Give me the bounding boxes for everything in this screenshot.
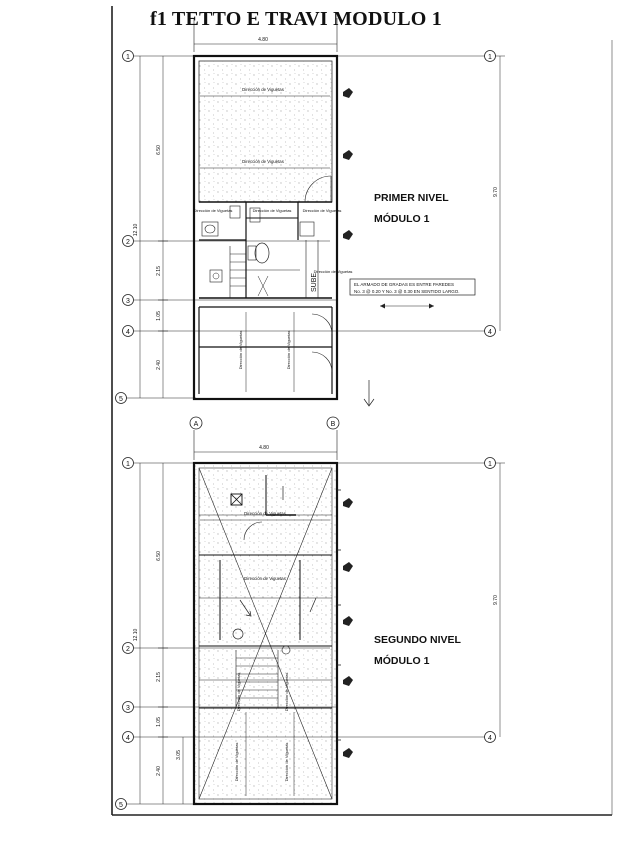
- axis-bubble-4-right: [485, 732, 496, 743]
- plan1-joist-label: Dirección de Viguetas: [286, 330, 291, 370]
- plan1-joist-label: Dirección de Viguetas: [242, 87, 284, 92]
- axis-bubble-1: [123, 51, 134, 62]
- svg-text:1: 1: [488, 54, 492, 61]
- plan1-joist-label: Dirección de Viguetas: [302, 208, 342, 213]
- plan1-note-line: No. 3 @ 0.20 Y No. 3 @ 0.30 EN SENTIDO LARGO.: [354, 289, 460, 294]
- plan2-dim-seg5: 3.05: [176, 750, 182, 760]
- svg-text:1: 1: [488, 461, 492, 468]
- plan1-wall-symbols: [343, 88, 353, 240]
- plan1-dim-seg4: 2.40: [156, 360, 162, 370]
- svg-text:3: 3: [126, 705, 130, 712]
- plan1-joist-label: Dirección de Viguetas: [242, 159, 284, 164]
- plan1-module-label: MÓDULO 1: [374, 213, 430, 225]
- plan1-joist-label: Dirección de Viguetas: [313, 269, 353, 274]
- plan2-dim-seg1: 6.50: [156, 551, 162, 561]
- svg-text:5: 5: [119, 396, 123, 403]
- plan1-joist-label: Dirección de Viguetas: [193, 208, 233, 213]
- plan1-right-dim: 9.70: [493, 187, 499, 197]
- axis-bubble-4: [123, 326, 134, 337]
- plan1-joist-label: Dirección de Viguetas: [238, 330, 243, 370]
- svg-text:3: 3: [126, 298, 130, 305]
- svg-text:1: 1: [126, 461, 130, 468]
- plan2-joist-label: Dirección de Viguetas: [244, 576, 286, 581]
- plan1-width-dim: 4.80: [258, 37, 268, 43]
- plan1-dim-seg3: 1.05: [156, 311, 162, 321]
- plan1-dim-seg2: 2.15: [156, 266, 162, 276]
- plan1-joist-label: Dirección de Viguetas: [252, 208, 292, 213]
- plan2-joist-label: Dirección de Viguetas: [284, 672, 289, 712]
- svg-text:5: 5: [119, 802, 123, 809]
- page-title: f1 TETTO E TRAVI MODULO 1: [150, 8, 442, 30]
- plan-primer-nivel: [116, 18, 506, 404]
- plan1-note-line: EL ARMADO DE GRADAS ES ENTRE PAREDES: [354, 282, 455, 287]
- svg-text:4: 4: [126, 329, 130, 336]
- plan1-stair-label: SUBE: [311, 272, 318, 292]
- plan2-joist-label: Dirección de Viguetas: [234, 742, 239, 782]
- plan2-dim-seg4: 2.40: [156, 766, 162, 776]
- svg-text:B: B: [330, 421, 336, 428]
- axis-bubble-5: [116, 799, 127, 810]
- axis-bubble-2: [123, 643, 134, 654]
- svg-text:4: 4: [488, 329, 492, 336]
- axis-bubble-3: [123, 295, 134, 306]
- axis-bubble-5: [116, 393, 127, 404]
- svg-text:4: 4: [126, 735, 130, 742]
- plan-segundo-nivel: [116, 417, 506, 810]
- plan2-wall-symbols: [337, 490, 353, 758]
- axis-bubble-1-right: [485, 458, 496, 469]
- axis-bubble-1-right: [485, 51, 496, 62]
- plan2-joist-label: Dirección de Viguetas: [236, 672, 241, 712]
- plan1-slab-upper: [199, 61, 332, 202]
- axis-bubble-a: [190, 417, 202, 429]
- plan2-total-dim: 12.10: [133, 628, 139, 642]
- plan1-total-dim: 12.10: [133, 223, 139, 237]
- axis-bubble-b: [327, 417, 339, 429]
- svg-text:4: 4: [488, 735, 492, 742]
- plan2-module-label: MÓDULO 1: [374, 655, 430, 667]
- svg-text:A: A: [193, 421, 199, 428]
- axis-bubble-4: [123, 732, 134, 743]
- plan2-dim-seg2: 2.15: [156, 672, 162, 682]
- svg-text:2: 2: [126, 239, 130, 246]
- plan1-level-label: PRIMER NIVEL: [374, 192, 449, 204]
- axis-bubble-2: [123, 236, 134, 247]
- svg-text:2: 2: [126, 646, 130, 653]
- plan1-stair: [230, 240, 318, 298]
- plan2-joist-label: Dirección de Viguetas: [284, 742, 289, 782]
- plan1-dim-seg1: 6.50: [156, 145, 162, 155]
- svg-text:1: 1: [126, 54, 130, 61]
- plan2-width-dim: 4.80: [259, 445, 269, 451]
- axis-bubble-3: [123, 702, 134, 713]
- axis-bubble-1: [123, 458, 134, 469]
- plan2-dim-seg3: 1.05: [156, 717, 162, 727]
- plan2-right-dim: 9.70: [493, 595, 499, 605]
- plan2-joist-label: Dirección de Viguetas: [244, 511, 286, 516]
- axis-bubble-4-right: [485, 326, 496, 337]
- plan2-level-label: SEGUNDO NIVEL: [374, 634, 461, 646]
